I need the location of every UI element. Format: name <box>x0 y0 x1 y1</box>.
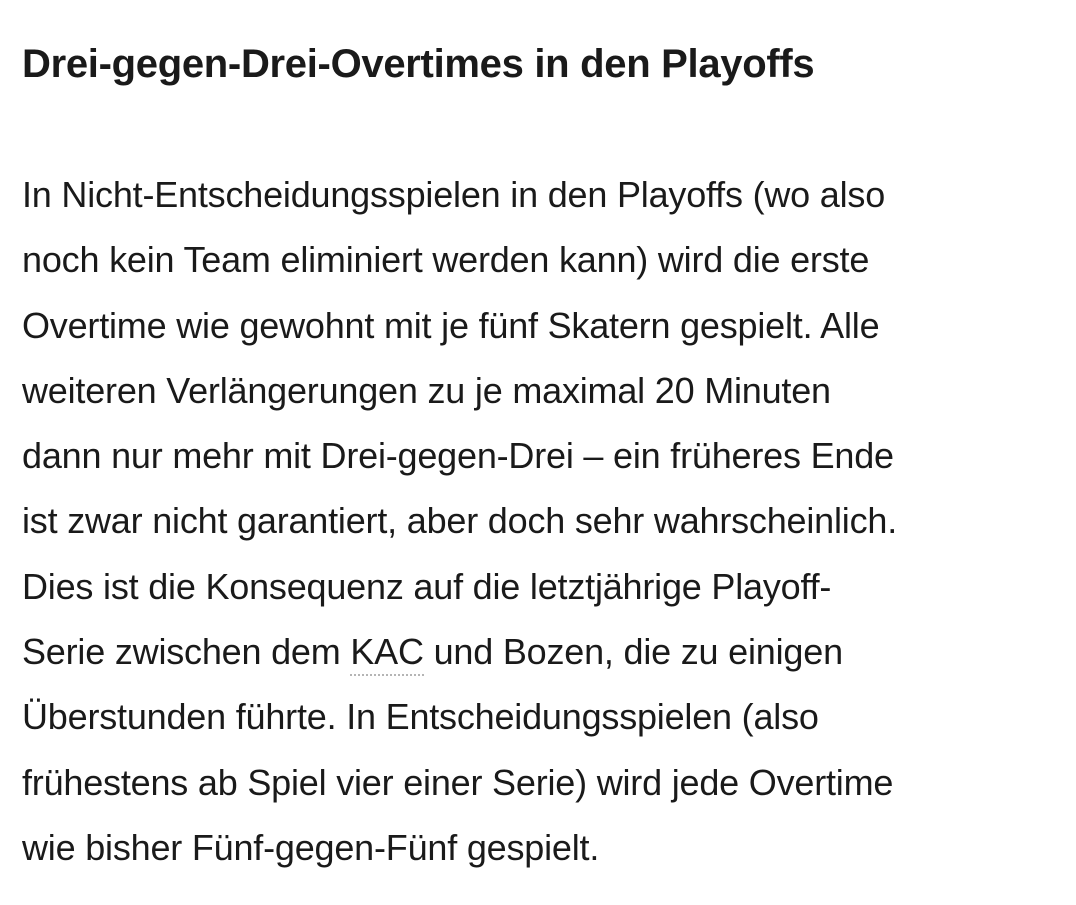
line-text-after-abbr: und Bozen, die zu einigen <box>423 631 843 673</box>
paragraph-line: Dies ist die Konsequenz auf die letztjährige Playoff- <box>22 565 832 607</box>
paragraph-line: wie bisher Fünf-gegen-Fünf gespielt. <box>22 826 600 868</box>
paragraph-line: dann nur mehr mit Drei-gegen-Drei – ein früheres Ende <box>22 435 894 477</box>
paragraph-line <box>22 619 897 684</box>
kac-abbreviation[interactable]: KAC <box>350 631 423 676</box>
article-heading: Drei-gegen-Drei-Overtimes in den Playoffs <box>22 42 815 86</box>
paragraph-line: In Nicht-Entscheidungsspielen in den Playoffs (wo also <box>22 174 886 215</box>
paragraph-line: Overtime wie gewohnt mit je fünf Skatern gespielt. Alle <box>22 304 880 346</box>
paragraph-line: weiteren Verlängerungen zu je maximal 20 Minuten <box>22 369 831 411</box>
paragraph-line: Überstunden führte. In Entscheidungsspielen (also <box>22 696 819 738</box>
paragraph-line: ist zwar nicht garantiert, aber doch sehr wahrscheinlich. <box>22 500 898 542</box>
paragraph-line: noch kein Team eliminiert werden kann) wird die erste <box>22 239 870 281</box>
paragraph-line: frühestens ab Spiel vier einer Serie) wird jede Overtime <box>22 761 894 803</box>
article-paragraph <box>22 162 897 880</box>
line-text-before-abbr: Serie zwischen dem <box>22 631 351 673</box>
